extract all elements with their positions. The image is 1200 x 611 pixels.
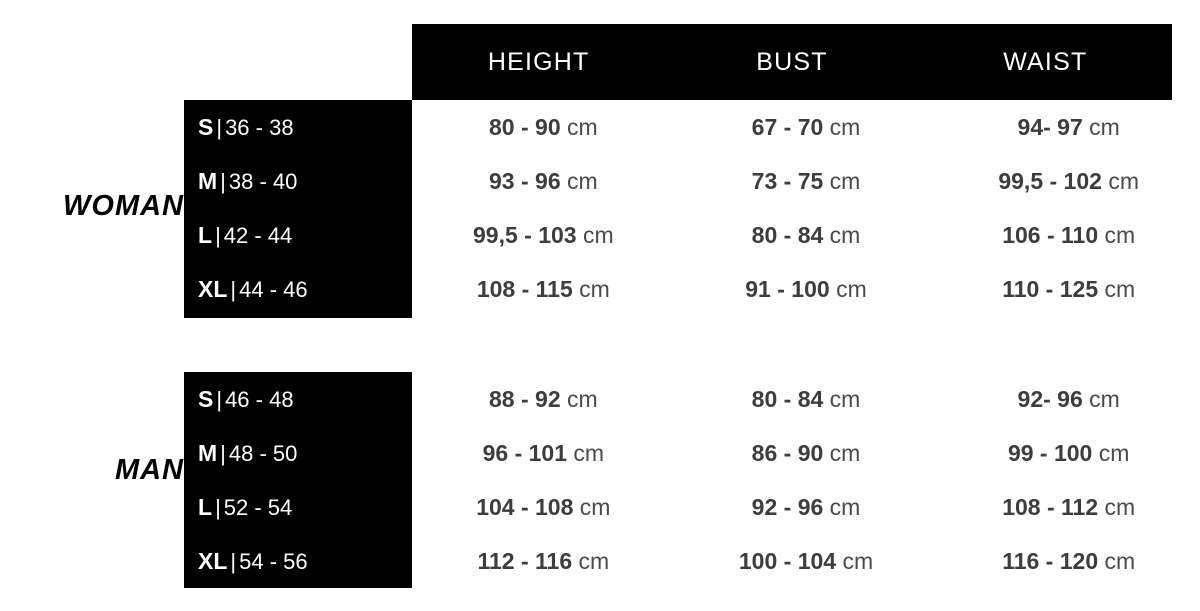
size-separator: | [216,386,223,412]
table-row [0,426,1200,480]
size-separator: | [230,548,237,574]
measure-bust [675,114,938,141]
measure-waist [937,114,1200,141]
measure-unit: cm [567,385,598,412]
measure-value: 80 - 84 [751,385,824,412]
column-header-waist: WAIST [1003,47,1088,76]
measure-value: 67 - 70 [751,113,824,140]
measure-unit: cm [1104,547,1136,574]
measure-height [412,222,675,249]
measure-bust [675,168,938,195]
measure-unit: cm [829,439,861,466]
measure-unit: cm [573,439,605,466]
size-code: M [198,167,218,194]
measure-unit: cm [842,547,874,574]
measure-value: 94- 97 [1017,113,1083,140]
table-row [0,372,1200,426]
measure-value: 104 - 108 [476,493,574,520]
table-row [0,208,1200,262]
measure-unit: cm [829,493,861,520]
measure-unit: cm [579,275,610,302]
measure-unit: cm [836,275,867,302]
table-row [0,262,1200,316]
size-range: 42 - 44 [223,222,293,248]
measure-value: 93 - 96 [489,167,561,194]
size-cell [0,494,412,521]
table-row [0,480,1200,534]
measure-unit: cm [829,221,861,248]
size-cell [0,548,412,575]
measure-height [412,440,675,467]
measure-unit: cm [829,167,861,194]
measure-value: 86 - 90 [751,439,824,466]
size-cell [0,276,412,303]
measure-bust [675,276,938,303]
measure-value: 88 - 92 [489,385,561,412]
measure-value: 112 - 116 [477,547,573,574]
size-code: S [198,385,214,412]
size-range: 54 - 56 [239,548,308,574]
measure-bust [675,548,938,575]
size-range: 44 - 46 [239,276,308,302]
measure-unit: cm [1104,275,1136,302]
size-separator: | [215,494,221,520]
measure-waist [937,222,1200,249]
measure-unit: cm [1104,493,1136,520]
measure-value: 99,5 - 102 [998,167,1102,194]
table-row [0,100,1200,154]
group-label-woman: WOMAN [63,190,184,222]
size-rows-man [0,372,1200,588]
table-header-row [412,24,1172,100]
size-code: L [198,493,213,520]
measure-bust [675,222,938,249]
measure-unit: cm [1104,221,1136,248]
size-code: S [198,113,214,140]
measure-value: 92 - 96 [751,493,824,520]
measure-height [412,168,675,195]
measure-value: 116 - 120 [1002,547,1099,574]
size-separator: | [216,114,223,140]
measure-waist [937,548,1200,575]
measure-value: 99 - 100 [1007,439,1093,466]
measure-value: 91 - 100 [745,275,830,302]
size-cell [0,440,412,467]
size-code: L [198,221,213,248]
measure-unit: cm [567,113,598,140]
size-range: 52 - 54 [223,494,293,520]
measure-bust [675,494,938,521]
measure-unit: cm [1089,113,1120,140]
size-cell [0,386,412,413]
measure-unit: cm [829,385,861,412]
measure-unit: cm [582,221,614,248]
size-code: M [198,439,218,466]
measure-value: 73 - 75 [751,167,824,194]
measure-waist [937,440,1200,467]
size-cell [0,168,412,195]
measure-unit: cm [829,113,861,140]
size-code: XL [198,547,228,574]
measure-value: 80 - 84 [751,221,824,248]
size-range: 38 - 40 [228,168,298,194]
measure-bust [675,440,938,467]
measure-unit: cm [1108,167,1139,194]
size-separator: | [230,276,237,302]
measure-value: 99,5 - 103 [473,221,577,248]
measure-value: 80 - 90 [489,113,561,140]
measure-waist [937,386,1200,413]
measure-waist [937,168,1200,195]
size-range: 46 - 48 [225,386,294,412]
measure-height [412,548,675,575]
measure-unit: cm [578,547,610,574]
measure-unit: cm [567,167,598,194]
measure-value: 100 - 104 [738,547,837,574]
measure-value: 106 - 110 [1002,221,1099,248]
size-cell [0,222,412,249]
column-header-bust: BUST [756,47,828,76]
measure-waist [937,494,1200,521]
size-group-man [0,372,1200,588]
size-code: XL [198,275,228,302]
measure-value: 108 - 112 [1002,493,1099,520]
size-range: 48 - 50 [228,440,298,466]
measure-value: 108 - 115 [476,275,573,302]
measure-height [412,276,675,303]
measure-unit: cm [1098,439,1130,466]
table-row [0,534,1200,588]
measure-height [412,494,675,521]
size-separator: | [215,222,221,248]
size-cell [0,114,412,141]
measure-waist [937,276,1200,303]
size-range: 36 - 38 [225,114,294,140]
size-separator: | [220,440,226,466]
measure-unit: cm [1089,385,1120,412]
measure-unit: cm [579,493,611,520]
table-row [0,154,1200,208]
size-group-woman [0,100,1200,318]
measure-value: 92- 96 [1017,385,1083,412]
measure-value: 96 - 101 [482,439,567,466]
size-separator: | [220,168,226,194]
column-header-height: HEIGHT [487,47,590,76]
group-label-man: MAN [114,454,184,486]
measure-height [412,386,675,413]
measure-height [412,114,675,141]
size-rows-woman [0,100,1200,316]
measure-value: 110 - 125 [1002,275,1099,302]
measure-bust [675,386,938,413]
